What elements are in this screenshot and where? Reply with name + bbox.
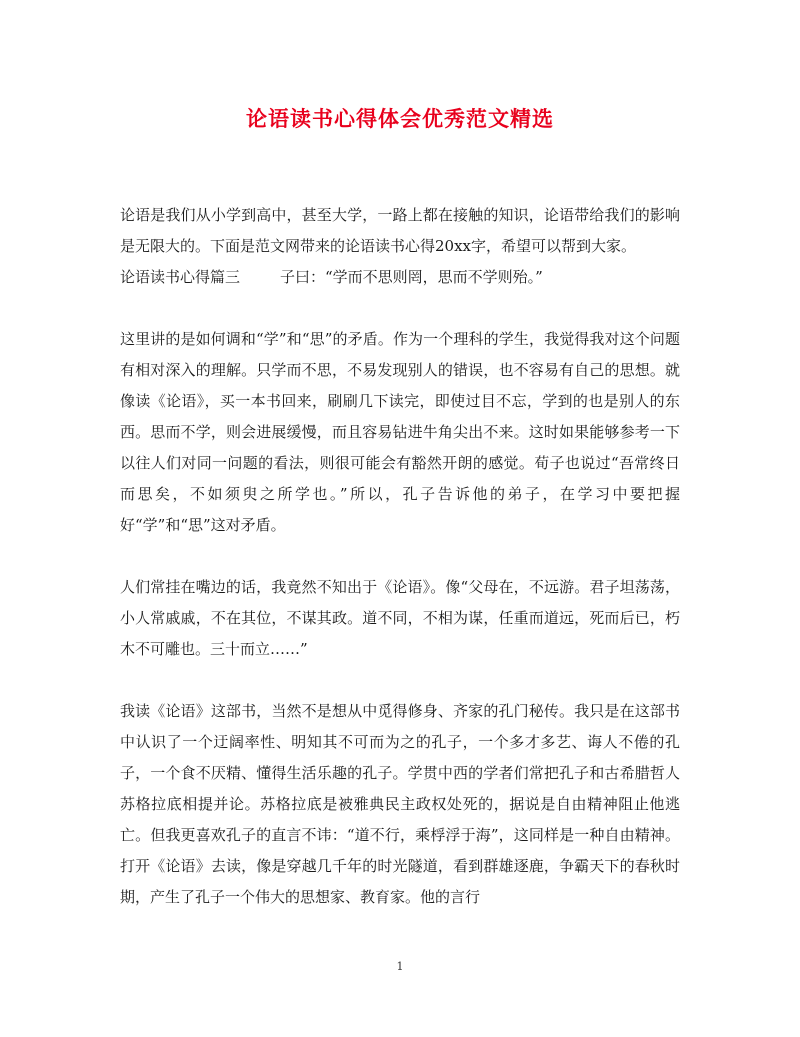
paragraph-gap xyxy=(120,541,680,572)
body-paragraph-2: 人们常挂在嘴边的话，我竟然不知出于《论语》。像“父母在，不远游。君子坦荡荡，小人常戚戚，不在其位，不谋其政。道不同，不相为谋，任重而道远，死而后已，朽木不可雕也。三十而立……” xyxy=(120,578,680,658)
document-body xyxy=(120,200,680,913)
paragraph-gap xyxy=(120,293,680,324)
document-title: 论语读书心得体会优秀范文精选 xyxy=(246,106,554,131)
section-heading-label: 论语读书心得篇三 xyxy=(120,268,241,286)
body-paragraph-3: 我读《论语》这部书，当然不是想从中觅得修身、齐家的孔门秘传。我只是在这部书中认识了一个迂阔率性、明知其不可而为之的孔子，一个多才多艺、诲人不倦的孔子，一个食不厌精、懂得生活乐趣的孔子。学贯中西的学者们常把孔子和古希腊哲人苏格拉底相提并论。苏格拉底是被雅典民主政权处死的，据说是自由精神阻止他逃亡。但我更喜欢孔子的直言不讳：“道不行，乘桴浮于海”，这同样是一种自由精神。打开《论语》去读，像是穿越几千年的时光隧道，看到群雄逐鹿，争霸天下的春秋时期，产生了孔子一个伟大的思想家、教育家。他的言行 xyxy=(120,702,680,906)
section-heading-quote: 子曰：“学而不思则罔，思而不学则殆。” xyxy=(280,268,543,286)
intro-paragraph: 论语是我们从小学到高中，甚至大学，一路上都在接触的知识，论语带给我们的影响是无限大的。下面是范文网带来的论语读书心得20xx字，希望可以帮到大家。 xyxy=(120,206,680,255)
section-heading xyxy=(120,262,680,293)
body-paragraph-1: 这里讲的是如何调和“学”和“思”的矛盾。作为一个理科的学生，我觉得我对这个问题有相对深入的理解。只学而不思，不易发现别人的错误，也不容易有自己的思想。就像读《论语》，买一本书回来，刷刷几下读完，即使过目不忘，学到的也是别人的东西。思而不学，则会进展缓慢，而且容易钻进牛角尖出不来。这时如果能够参考一下以往人们对同一问题的看法，则很可能会有豁然开朗的感觉。荀子也说过“吾常终日而思矣，不如须臾之所学也。”所以，孔子告诉他的弟子，在学习中要把握好“学”和“思”这对矛盾。 xyxy=(120,330,680,534)
paragraph-gap xyxy=(120,665,680,696)
page-number: 1 xyxy=(396,960,404,973)
